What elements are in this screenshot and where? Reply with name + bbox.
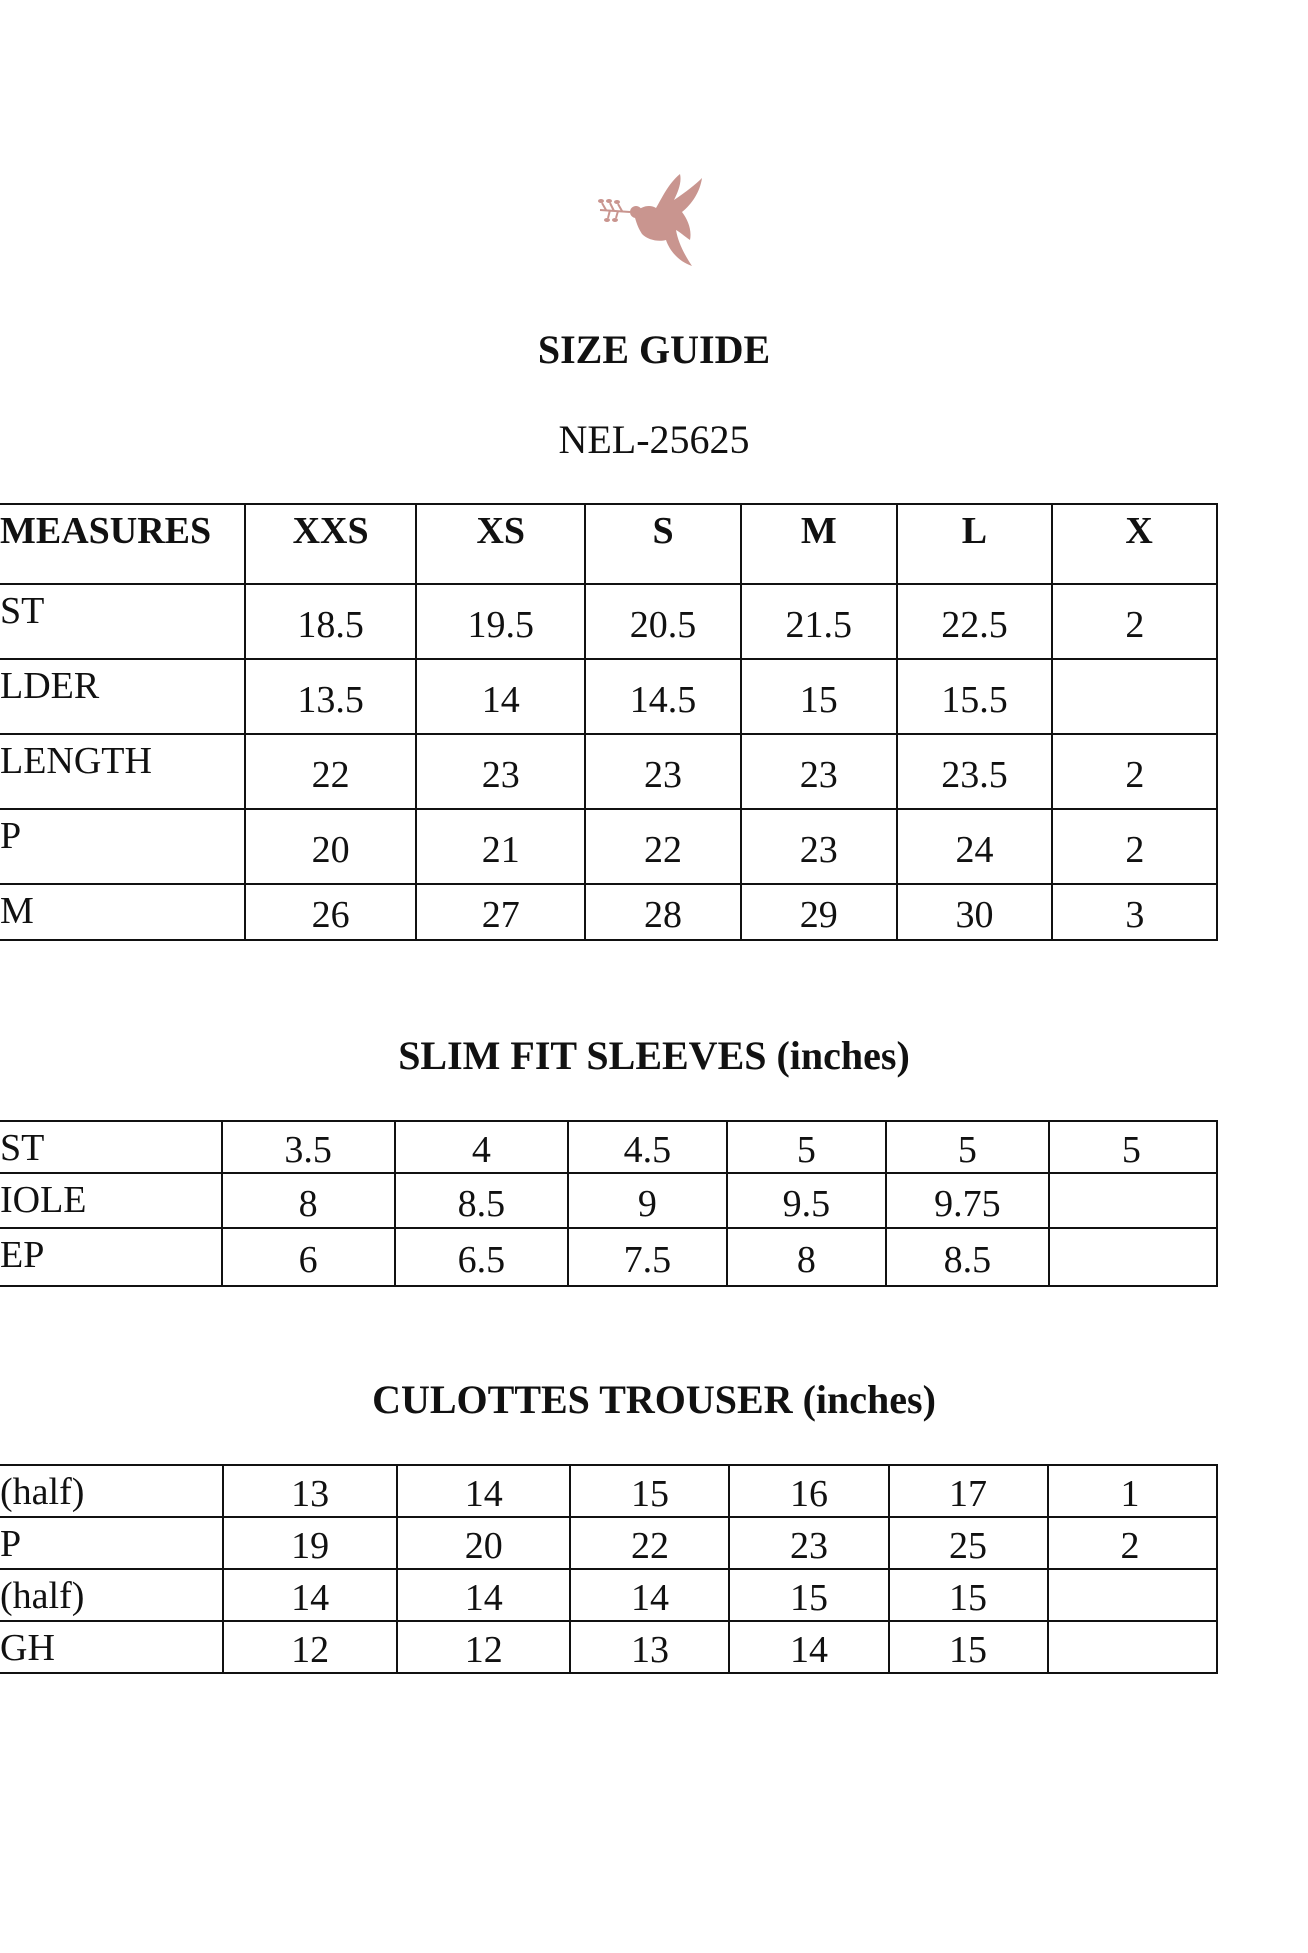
table-cell: 14 — [223, 1569, 397, 1621]
trouser-title: CULOTTES TROUSER (inches) — [372, 1377, 936, 1422]
table-cell: 5 — [886, 1121, 1049, 1173]
table-cell: 8.5 — [886, 1228, 1049, 1286]
header-size: M — [741, 504, 897, 584]
table-cell: 14 — [416, 659, 585, 734]
table-cell: 2 — [1052, 734, 1217, 809]
table-cell: 9.75 — [886, 1173, 1049, 1228]
table-cell: 15.5 — [897, 659, 1053, 734]
table-cell: 9.5 — [727, 1173, 886, 1228]
row-label: ST — [0, 584, 245, 659]
table-cell: 23 — [416, 734, 585, 809]
sleeves-table — [0, 1120, 1218, 1287]
table-cell: 23 — [585, 734, 741, 809]
table-row — [0, 1621, 1217, 1673]
table-cell: 24 — [897, 809, 1053, 884]
table-cell: 19.5 — [416, 584, 585, 659]
table-cell: 14.5 — [585, 659, 741, 734]
row-label: GH — [0, 1621, 223, 1673]
table-cell: 15 — [741, 659, 897, 734]
product-code: NEL-25625 — [558, 417, 750, 462]
table-cell: 8 — [222, 1173, 395, 1228]
table-cell: 21 — [416, 809, 585, 884]
table-cell: 23.5 — [897, 734, 1053, 809]
table-cell: 23 — [729, 1517, 888, 1569]
table-header-row — [0, 504, 1217, 584]
header-size: X — [1052, 504, 1217, 584]
table-cell: 23 — [741, 734, 897, 809]
table-cell: 4 — [395, 1121, 568, 1173]
table-cell: 3.5 — [222, 1121, 395, 1173]
row-label: (half) — [0, 1465, 223, 1517]
header-size: XXS — [245, 504, 416, 584]
table-cell: 15 — [889, 1621, 1048, 1673]
table-cell: 15 — [729, 1569, 888, 1621]
table-cell: 8.5 — [395, 1173, 568, 1228]
table-cell: 6 — [222, 1228, 395, 1286]
table-cell: 26 — [245, 884, 416, 940]
table-row — [0, 584, 1217, 659]
trouser-table — [0, 1464, 1218, 1674]
table-cell: 14 — [397, 1569, 571, 1621]
table-cell: 5 — [1049, 1121, 1217, 1173]
table-cell — [1049, 1173, 1217, 1228]
row-label: P — [0, 809, 245, 884]
table-cell: 22 — [570, 1517, 729, 1569]
header-size: S — [585, 504, 741, 584]
page-title: SIZE GUIDE — [537, 327, 771, 372]
table-cell: 2 — [1052, 809, 1217, 884]
table-cell — [1048, 1569, 1217, 1621]
row-label: LDER — [0, 659, 245, 734]
table-row — [0, 1465, 1217, 1517]
table-cell: 12 — [223, 1621, 397, 1673]
table-cell — [1048, 1621, 1217, 1673]
table-cell: 22 — [245, 734, 416, 809]
sleeves-title: SLIM FIT SLEEVES (inches) — [398, 1033, 910, 1078]
table-cell — [1049, 1228, 1217, 1286]
table-row — [0, 659, 1217, 734]
header-size: L — [897, 504, 1053, 584]
table-cell: 2 — [1052, 584, 1217, 659]
table-cell: 21.5 — [741, 584, 897, 659]
table-cell: 13 — [570, 1621, 729, 1673]
table-cell: 2 — [1048, 1517, 1217, 1569]
table-cell: 5 — [727, 1121, 886, 1173]
table-cell: 15 — [570, 1465, 729, 1517]
table-cell: 6.5 — [395, 1228, 568, 1286]
row-label: EP — [0, 1228, 222, 1286]
dove-icon — [596, 170, 722, 280]
table-cell: 14 — [729, 1621, 888, 1673]
table-cell: 14 — [570, 1569, 729, 1621]
table-cell: 22 — [585, 809, 741, 884]
table-cell: 20 — [397, 1517, 571, 1569]
table-row — [0, 1517, 1217, 1569]
table-cell: 8 — [727, 1228, 886, 1286]
header-size: XS — [416, 504, 585, 584]
table-cell: 18.5 — [245, 584, 416, 659]
table-cell: 27 — [416, 884, 585, 940]
table-cell: 4.5 — [568, 1121, 727, 1173]
table-cell: 7.5 — [568, 1228, 727, 1286]
table-cell: 1 — [1048, 1465, 1217, 1517]
table-cell: 9 — [568, 1173, 727, 1228]
header-measures: MEASURES — [0, 504, 245, 584]
table-cell: 23 — [741, 809, 897, 884]
table-cell — [1052, 659, 1217, 734]
table-cell: 20.5 — [585, 584, 741, 659]
table-cell: 22.5 — [897, 584, 1053, 659]
table-cell: 12 — [397, 1621, 571, 1673]
table-cell: 15 — [889, 1569, 1048, 1621]
table-cell: 13.5 — [245, 659, 416, 734]
row-label: P — [0, 1517, 223, 1569]
table-cell: 28 — [585, 884, 741, 940]
table-cell: 19 — [223, 1517, 397, 1569]
row-label: ST — [0, 1121, 222, 1173]
table-row — [0, 1173, 1217, 1228]
table-cell: 30 — [897, 884, 1053, 940]
table-cell: 29 — [741, 884, 897, 940]
table-cell: 13 — [223, 1465, 397, 1517]
table-cell: 16 — [729, 1465, 888, 1517]
table-cell: 17 — [889, 1465, 1048, 1517]
table-row — [0, 1121, 1217, 1173]
table-cell: 20 — [245, 809, 416, 884]
row-label: LENGTH — [0, 734, 245, 809]
table-row — [0, 884, 1217, 940]
table-row — [0, 1228, 1217, 1286]
row-label: IOLE — [0, 1173, 222, 1228]
table-cell: 3 — [1052, 884, 1217, 940]
row-label: (half) — [0, 1569, 223, 1621]
table-row — [0, 1569, 1217, 1621]
table-row — [0, 809, 1217, 884]
table-cell: 25 — [889, 1517, 1048, 1569]
table-row — [0, 734, 1217, 809]
row-label: M — [0, 884, 245, 940]
table-cell: 14 — [397, 1465, 571, 1517]
main-size-table — [0, 503, 1218, 941]
